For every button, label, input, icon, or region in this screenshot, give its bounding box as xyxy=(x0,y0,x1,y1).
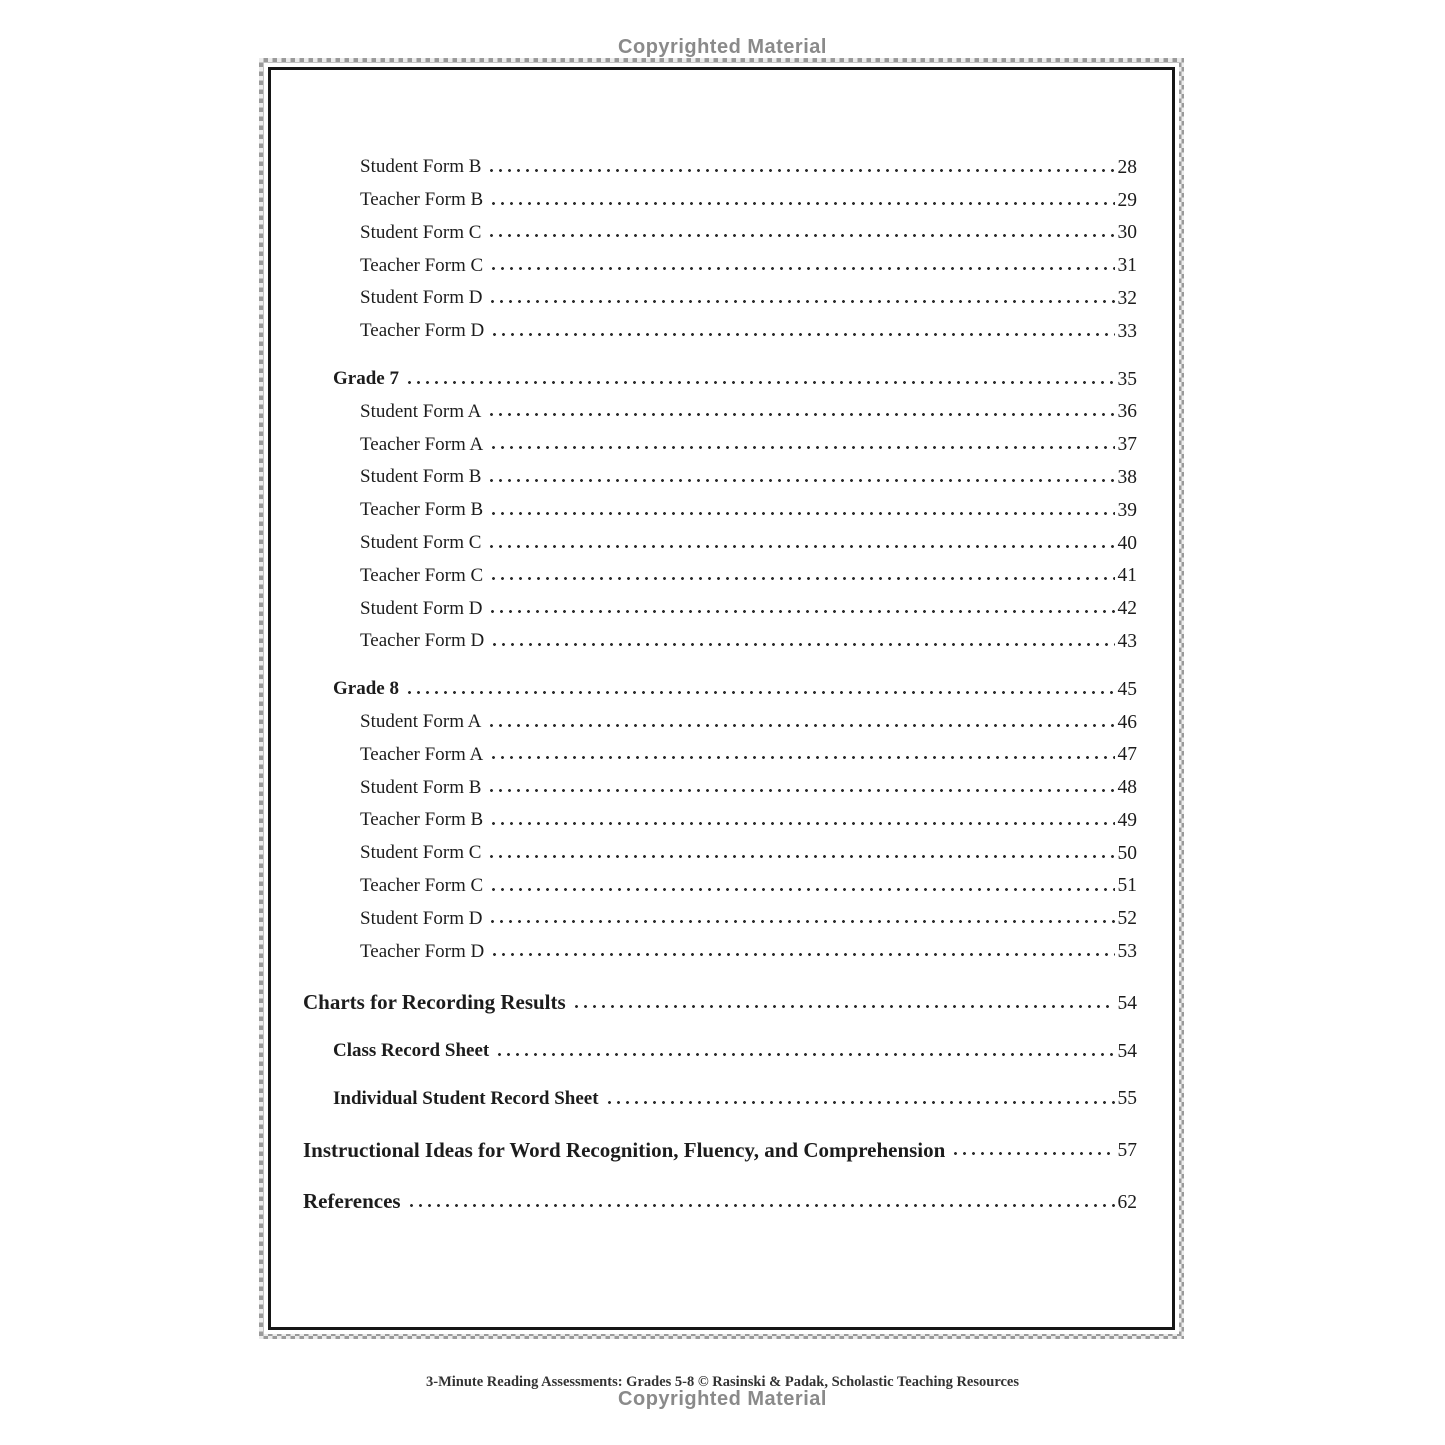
dot-leader xyxy=(489,243,1114,276)
toc-entry-label: Student Form C xyxy=(360,532,482,554)
dot-leader xyxy=(490,619,1114,652)
toc-entry-page: 54 xyxy=(1117,1040,1137,1062)
dot-leader xyxy=(488,586,1114,619)
toc-entry xyxy=(303,831,1137,864)
toc-entry-label: Student Form A xyxy=(360,711,482,733)
dot-leader xyxy=(489,488,1114,521)
toc-entry-page: 32 xyxy=(1117,287,1137,309)
toc-entry xyxy=(303,929,1137,962)
toc-entry xyxy=(303,586,1137,619)
toc-entry-label: References xyxy=(303,1189,401,1214)
toc-entry xyxy=(303,1180,1137,1213)
toc-entry xyxy=(303,1029,1137,1062)
toc-entry xyxy=(303,243,1137,276)
toc-entry-page: 28 xyxy=(1117,156,1137,178)
toc-entry-label: Student Form C xyxy=(360,842,482,864)
toc-entry xyxy=(303,700,1137,733)
dot-leader xyxy=(489,733,1114,766)
footer-credit-line: 3-Minute Reading Assessments: Grades 5-8 © Rasinski & Padak, Scholastic Teaching Resources xyxy=(425,1374,1020,1390)
toc-entry-page: 38 xyxy=(1117,466,1137,488)
toc-entry-label: Grade 8 xyxy=(333,678,399,700)
toc-entry-page: 30 xyxy=(1117,222,1137,244)
toc-entry-label: Instructional Ideas for Word Recognition, Fluency, and Comprehension xyxy=(303,1137,946,1162)
toc-entry-label: Teacher Form D xyxy=(360,630,485,652)
toc-entry xyxy=(303,390,1137,423)
dot-leader xyxy=(488,276,1114,309)
dot-leader xyxy=(489,178,1114,211)
copyrighted-material-watermark-bottom: Copyrighted Material xyxy=(618,1388,827,1410)
toc-entry xyxy=(303,1077,1137,1110)
dot-leader xyxy=(405,667,1115,700)
dot-leader xyxy=(951,1129,1114,1162)
dot-leader xyxy=(487,700,1114,733)
toc-entry xyxy=(303,276,1137,309)
toc-entry-label: Teacher Form B xyxy=(360,809,484,831)
toc-entry xyxy=(303,455,1137,488)
toc-entry-label: Teacher Form C xyxy=(360,564,484,586)
dot-leader xyxy=(487,455,1114,488)
dot-leader xyxy=(605,1077,1115,1110)
toc-entry-page: 51 xyxy=(1117,875,1137,897)
dot-leader xyxy=(489,422,1114,455)
dot-leader xyxy=(405,357,1115,390)
toc-entry-page: 43 xyxy=(1117,630,1137,652)
toc-entry-label: Student Form C xyxy=(360,221,482,243)
toc-entry-page: 52 xyxy=(1117,908,1137,930)
toc-entry-page: 45 xyxy=(1117,678,1137,700)
toc-entry-page: 54 xyxy=(1117,992,1137,1014)
toc-entry-page: 35 xyxy=(1117,368,1137,390)
toc-entry-page: 49 xyxy=(1117,809,1137,831)
toc-entry-label: Student Form D xyxy=(360,597,483,619)
toc-entry-label: Individual Student Record Sheet xyxy=(333,1088,599,1109)
dot-leader xyxy=(489,864,1114,897)
copyrighted-material-watermark-top: Copyrighted Material xyxy=(618,36,827,58)
toc-entry xyxy=(303,864,1137,897)
toc-entry xyxy=(303,422,1137,455)
dot-leader xyxy=(490,309,1114,342)
toc-entry-label: Teacher Form A xyxy=(360,743,484,765)
toc-entry-label: Teacher Form D xyxy=(360,940,485,962)
toc-entry-label: Class Record Sheet xyxy=(333,1040,490,1062)
toc-entry-page: 48 xyxy=(1117,777,1137,799)
toc-entry-label: Student Form D xyxy=(360,287,483,309)
toc-entry-page: 40 xyxy=(1117,532,1137,554)
dot-leader xyxy=(487,521,1114,554)
toc-entry-label: Student Form B xyxy=(360,156,482,178)
toc-entry xyxy=(303,357,1137,390)
toc-entry-label: Student Form A xyxy=(360,400,482,422)
toc-entry-page: 47 xyxy=(1117,744,1137,766)
toc-entry xyxy=(303,521,1137,554)
toc-entry xyxy=(303,798,1137,831)
toc-entry-page: 50 xyxy=(1117,842,1137,864)
toc-entry-label: Teacher Form C xyxy=(360,875,484,897)
toc-entry-page: 62 xyxy=(1117,1192,1137,1214)
toc-entry xyxy=(303,488,1137,521)
dot-leader xyxy=(487,145,1114,178)
toc-entry-page: 39 xyxy=(1117,499,1137,521)
toc-entry-page: 55 xyxy=(1117,1088,1137,1110)
toc-entry-page: 36 xyxy=(1117,401,1137,423)
toc-entry xyxy=(303,309,1137,342)
toc-entry-page: 57 xyxy=(1117,1140,1137,1162)
toc-entry-page: 33 xyxy=(1117,320,1137,342)
toc-entry xyxy=(303,981,1137,1014)
dot-leader xyxy=(490,929,1114,962)
toc-entry-page: 31 xyxy=(1117,255,1137,277)
toc-entry-label: Student Form B xyxy=(360,776,482,798)
toc-entry xyxy=(303,765,1137,798)
toc-entry-label: Teacher Form C xyxy=(360,254,484,276)
toc-entry-label: Teacher Form D xyxy=(360,320,485,342)
toc-entry-page: 42 xyxy=(1117,598,1137,620)
toc-entry-page: 29 xyxy=(1117,189,1137,211)
toc-entry xyxy=(303,211,1137,244)
toc-entry-page: 41 xyxy=(1117,565,1137,587)
toc-entry xyxy=(303,733,1137,766)
dot-leader xyxy=(487,765,1114,798)
toc-entry xyxy=(303,554,1137,587)
dot-leader xyxy=(488,897,1114,930)
page-border-gap xyxy=(264,63,1179,1334)
dot-leader xyxy=(487,390,1114,423)
toc-entry-page: 53 xyxy=(1117,941,1137,963)
dot-leader xyxy=(487,831,1114,864)
table-of-contents-page xyxy=(268,67,1175,1330)
toc-entry xyxy=(303,667,1137,700)
toc-entry-label: Teacher Form B xyxy=(360,499,484,521)
toc-entry xyxy=(303,178,1137,211)
dot-leader xyxy=(489,554,1114,587)
toc-entry xyxy=(303,1129,1137,1162)
toc-entry-label: Student Form D xyxy=(360,907,483,929)
toc xyxy=(303,145,1137,1213)
dot-leader xyxy=(495,1029,1114,1062)
page-border-frame xyxy=(259,58,1184,1339)
dot-leader xyxy=(487,211,1114,244)
toc-entry-label: Teacher Form B xyxy=(360,189,484,211)
dot-leader xyxy=(572,981,1115,1014)
toc-entry xyxy=(303,619,1137,652)
toc-entry-label: Student Form B xyxy=(360,466,482,488)
toc-entry xyxy=(303,897,1137,930)
toc-entry-label: Charts for Recording Results xyxy=(303,990,566,1015)
toc-entry xyxy=(303,145,1137,178)
dot-leader xyxy=(489,798,1114,831)
dot-leader xyxy=(407,1180,1115,1213)
toc-entry-label: Grade 7 xyxy=(333,368,399,390)
toc-entry-page: 37 xyxy=(1117,434,1137,456)
toc-entry-page: 46 xyxy=(1117,711,1137,733)
toc-entry-label: Teacher Form A xyxy=(360,433,484,455)
